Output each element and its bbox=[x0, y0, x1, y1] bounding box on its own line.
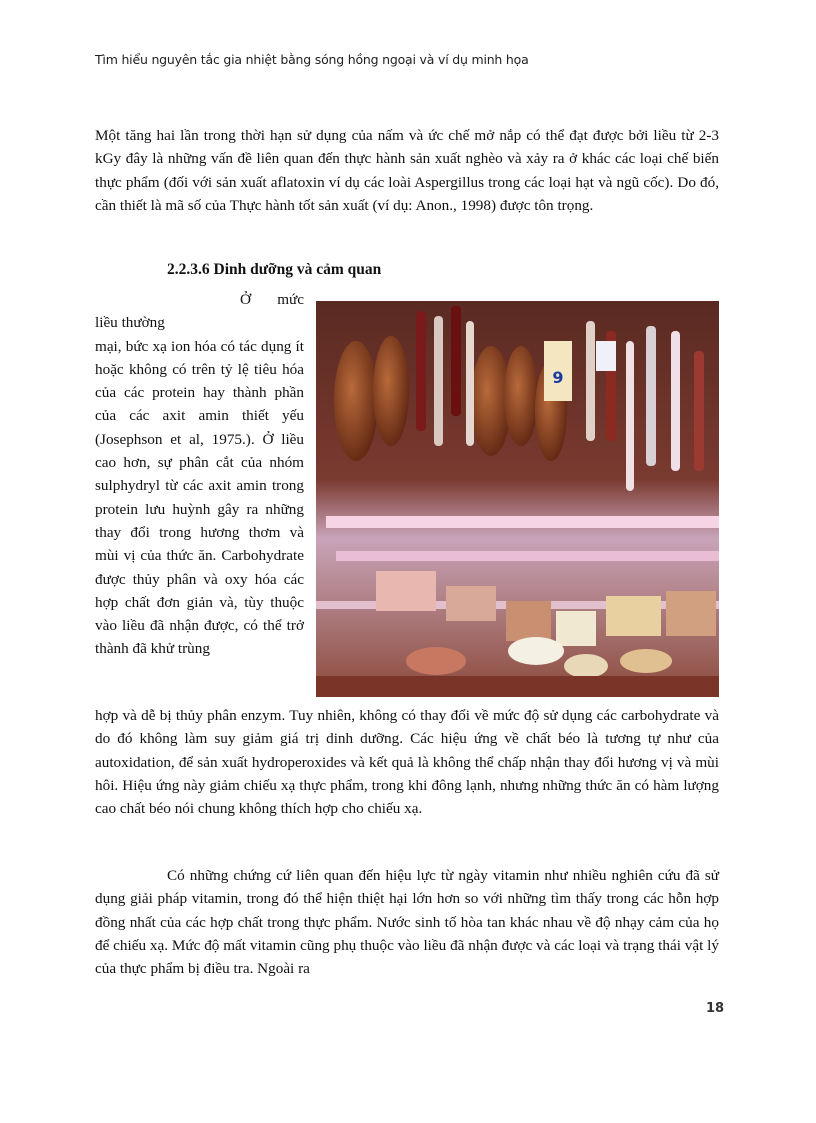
side-first-line: Ở mức liều thường bbox=[95, 291, 304, 332]
paragraph-shelf-life: Một tăng hai lần trong thời hạn sử dụng của nấm và ức chế mở nắp có thể đạt được bởi liều từ 2-3 kGy đây là những vấn đề liên quan đến thực hành sản xuất nghèo và xảy ra ở khác các loại chế biến thực phẩm (đối với sản xuất aflatoxin ví dụ các loài Aspergillus trong các loại hạt và ngũ cốc). Do đó, cần thiết là mã số của Thực hành tốt sản xuất (ví dụ: Anon., 1998) được tôn trọng. bbox=[95, 127, 719, 214]
price-sign-text: 9 bbox=[552, 368, 564, 387]
side-rest-text: mại, bức xạ ion hóa có tác dụng ít hoặc không có trên tỷ lệ tiêu hóa của các protein hay thành phần của các axit amin thiết yếu (Josephson et al, 1975.). Ở liều cao hơn, sự phân cắt của nhóm sulphydryl từ các axit amin trong protein lưu huỳnh gây ra những thay đổi trong hương thơm và mùi vị của thức ăn. Carbohydrate được thủy phân và oxy hóa các hợp chất đơn giản và, tùy thuộc vào liều đã nhận được, có thể trở thành đã khử trùng bbox=[95, 337, 304, 658]
section-heading: 2.2.3.6 Dinh dưỡng và cảm quan bbox=[167, 261, 382, 278]
page-number: 18 bbox=[706, 1001, 725, 1016]
page-header: Tìm hiểu nguyên tắc gia nhiệt bằng sóng hồng ngoại và ví dụ minh họa bbox=[95, 52, 529, 67]
paragraph-vitamins: Có những chứng cứ liên quan đến hiệu lực từ ngày vitamin như nhiều nghiên cứu đã sử dụng giải pháp vitamin, trong đó thể hiện thiệt hại lớn hơn so với những tìm thấy trong các hỗn hợp đồng nhất của các hợp chất trong thực phẩm. Nước sinh tố hòa tan khác nhau về độ nhạy cảm của họ để chiếu xạ. Mức độ mất vitamin cũng phụ thuộc vào liều đã nhận được và các loại và trạng thái vật lý của thực phẩm bị điều tra. Ngoài ra bbox=[95, 867, 719, 978]
paragraph-nutrition-side bbox=[95, 288, 304, 661]
deli-counter-photo bbox=[316, 301, 719, 697]
paragraph-carbohydrates: hợp và dễ bị thủy phân enzym. Tuy nhiên, không có thay đổi về mức độ sử dụng các carbohydrate và do đó không làm suy giảm giá trị dinh dưỡng. Các hiệu ứng về chất béo là tương tự như của autoxidation, để sản xuất hydroperoxides và kết quả là không thể chấp nhận thay đổi hương vị và mùi hôi. Hiệu ứng này giảm chiếu xạ thực phẩm, trong khi đông lạnh, nhưng những thức ăn có hàm lượng cao chất béo nói chung không thích hợp cho chiếu xạ. bbox=[95, 707, 719, 818]
